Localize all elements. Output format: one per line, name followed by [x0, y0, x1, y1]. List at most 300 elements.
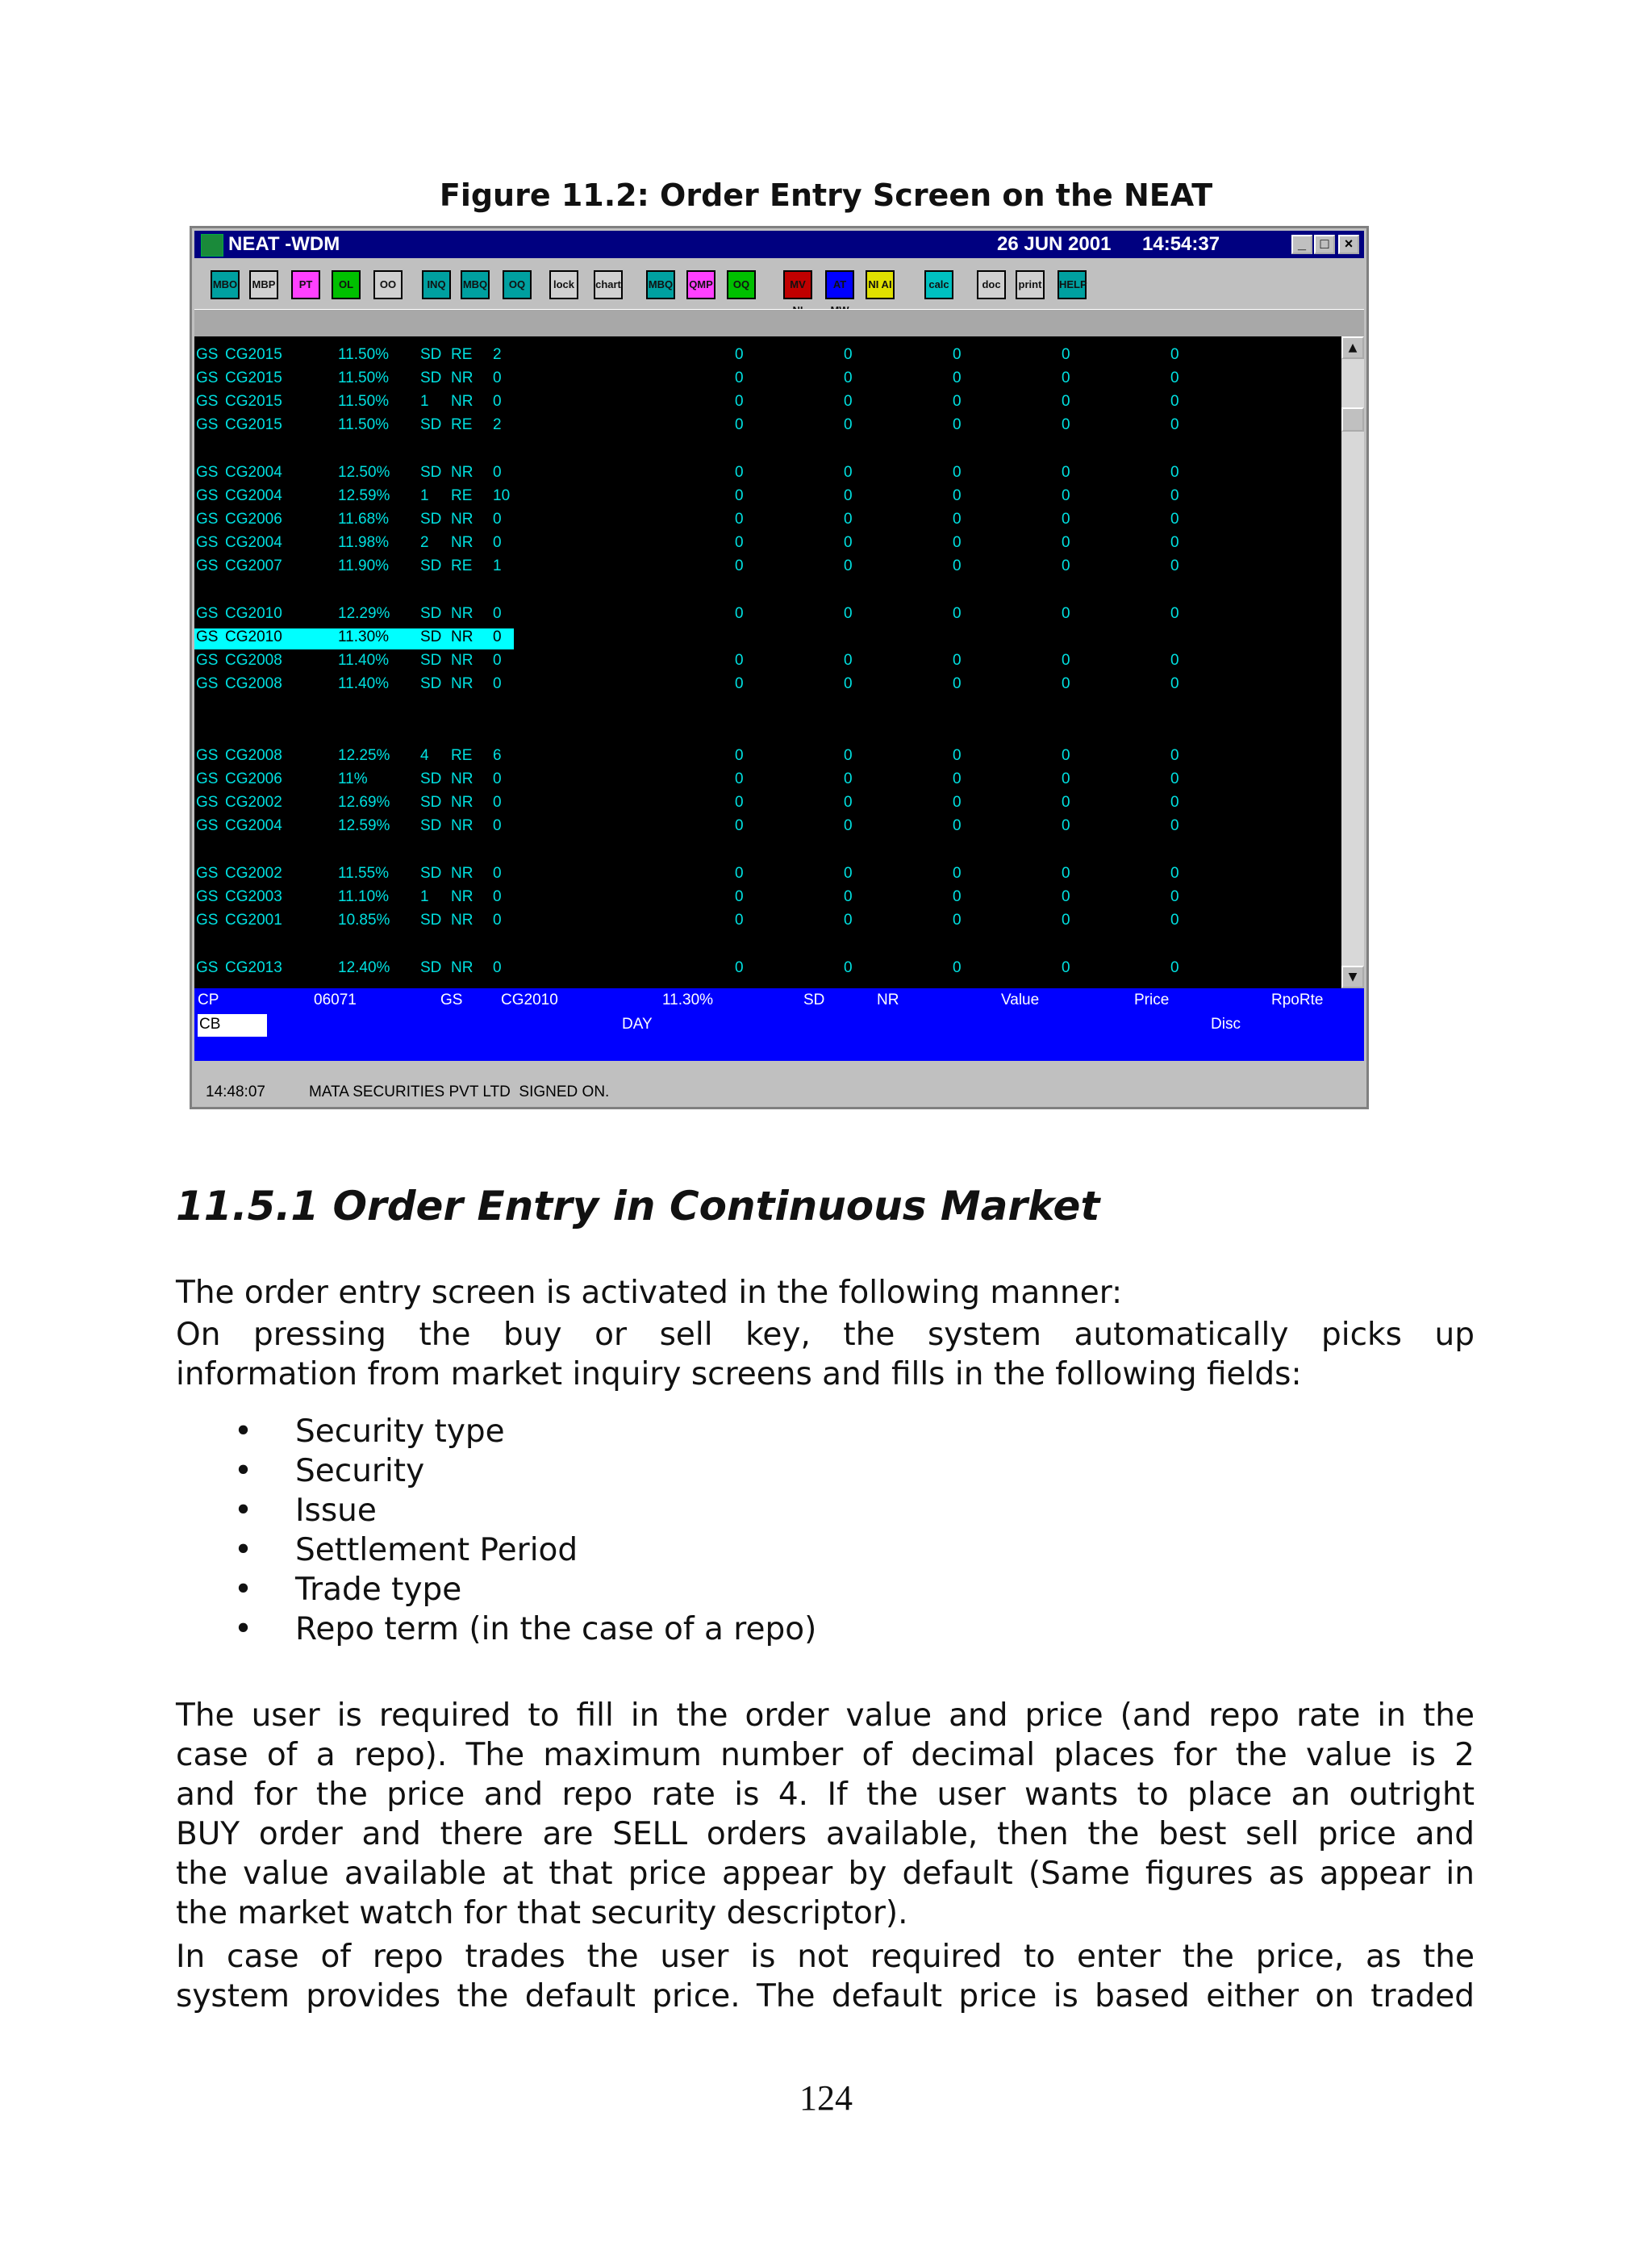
cell-value-4: 0	[1062, 817, 1070, 834]
cell-rate: 12.69%	[338, 794, 390, 811]
cell-type: GS	[196, 959, 219, 976]
para2-line: and for the price and repo rate is 4. If the user wants to place an outright	[176, 1776, 1475, 1813]
cell-value-2: 0	[844, 959, 853, 976]
toolbar-button-at-mw[interactable]: AT	[825, 270, 854, 299]
table-row[interactable]	[194, 865, 1341, 887]
cell-t: NR	[451, 464, 473, 481]
cell-n: 0	[493, 817, 502, 834]
cell-value-4: 0	[1062, 959, 1070, 976]
cell-value-1: 0	[735, 416, 744, 433]
account-code: 06071	[314, 992, 357, 1008]
toolbar-button-ni-ai[interactable]: NI AI	[866, 270, 895, 299]
figure-title: Figure 11.2: Order Entry Screen on the NEAT	[439, 177, 1213, 213]
cell-n: 0	[493, 675, 502, 692]
cell-value-5: 0	[1170, 959, 1179, 976]
cell-rate: 12.50%	[338, 464, 390, 481]
cell-value-2: 0	[844, 747, 853, 764]
cell-type: GS	[196, 865, 219, 882]
table-row[interactable]	[194, 487, 1341, 510]
toolbar-button-mbq[interactable]: MBQ	[646, 270, 675, 299]
price-label: Price	[1134, 992, 1170, 1008]
bullet-icon: •	[234, 1572, 253, 1608]
cell-type: GS	[196, 652, 219, 669]
close-button[interactable]: ×	[1338, 235, 1359, 254]
cell-value-2: 0	[844, 628, 853, 645]
cell-n: 0	[493, 888, 502, 905]
cell-value-2: 0	[844, 416, 853, 433]
cell-sec: CG2004	[225, 534, 282, 551]
cell-value-2: 0	[844, 675, 853, 692]
order-rate: 11.30%	[662, 992, 714, 1008]
cell-type: GS	[196, 487, 219, 504]
toolbar-button-lock[interactable]: lock	[549, 270, 578, 299]
table-row[interactable]	[194, 346, 1341, 369]
cell-value-2: 0	[844, 888, 853, 905]
para2-line: case of a repo). The maximum number of decimal places for the value is 2	[176, 1737, 1475, 1773]
cell-value-1: 0	[735, 534, 744, 551]
cell-t: RE	[451, 557, 473, 574]
window-title: NEAT -WDM	[228, 233, 340, 255]
field-list	[234, 1412, 816, 1649]
toolbar-button-mbq[interactable]: MBQ	[461, 270, 490, 299]
app-icon	[201, 234, 223, 257]
cell-s: SD	[420, 628, 442, 645]
cell-value-4: 0	[1062, 464, 1070, 481]
cell-n: 2	[493, 346, 502, 363]
cell-value-4: 0	[1062, 534, 1070, 551]
cell-n: 0	[493, 369, 502, 386]
cell-rate: 11.55%	[338, 865, 390, 882]
cell-value-4: 0	[1062, 416, 1070, 433]
cell-value-5: 0	[1170, 817, 1179, 834]
cell-value-1: 0	[735, 393, 744, 410]
cell-sec: CG2004	[225, 464, 282, 481]
toolbar-button-mv-ni[interactable]: MV	[783, 270, 812, 299]
cell-value-3: 0	[953, 912, 962, 929]
list-item	[234, 1412, 816, 1451]
cell-value-3: 0	[953, 487, 962, 504]
cell-value-3: 0	[953, 534, 962, 551]
cell-s: SD	[420, 675, 442, 692]
cell-value-1: 0	[735, 794, 744, 811]
status-time: 14:48:07	[206, 1083, 265, 1100]
toolbar-button-oo[interactable]: OO	[373, 270, 403, 299]
section-heading: 11.5.1 Order Entry in Continuous Market	[176, 1183, 1100, 1230]
cell-value-5: 0	[1170, 794, 1179, 811]
cell-value-5: 0	[1170, 393, 1179, 410]
table-row[interactable]	[194, 557, 1341, 580]
cell-t: RE	[451, 416, 473, 433]
table-row[interactable]	[194, 770, 1341, 793]
cell-rate: 11.68%	[338, 511, 390, 528]
cell-n: 0	[493, 628, 502, 645]
cell-type: GS	[196, 628, 219, 645]
cell-sec: CG2010	[225, 628, 282, 645]
cell-value-3: 0	[953, 794, 962, 811]
cell-sec: CG2001	[225, 912, 282, 929]
cell-value-5: 0	[1170, 912, 1179, 929]
scroll-down-arrow-icon[interactable]: ▼	[1341, 966, 1364, 988]
cell-s: SD	[420, 652, 442, 669]
toolbar-button-help[interactable]: HELP	[1058, 270, 1087, 299]
table-row[interactable]	[194, 959, 1341, 982]
cell-n: 6	[493, 747, 502, 764]
cell-n: 0	[493, 770, 502, 787]
cell-s: SD	[420, 369, 442, 386]
cell-t: RE	[451, 346, 473, 363]
cell-rate: 11.50%	[338, 346, 390, 363]
cell-rate: 12.40%	[338, 959, 390, 976]
cell-t: NR	[451, 628, 473, 645]
table-row[interactable]	[194, 369, 1341, 392]
toolbar-button-pt[interactable]: PT	[291, 270, 320, 299]
cell-sec: CG2008	[225, 675, 282, 692]
order-trade-type: NR	[877, 992, 899, 1008]
cell-sec: CG2002	[225, 794, 282, 811]
cell-value-4: 0	[1062, 747, 1070, 764]
cell-rate: 11.50%	[338, 416, 390, 433]
cell-value-2: 0	[844, 652, 853, 669]
para1-line1: On pressing the buy or sell key, the system automatically picks up	[176, 1317, 1475, 1353]
cell-sec: CG2007	[225, 557, 282, 574]
cell-value-3: 0	[953, 888, 962, 905]
cell-value-5: 0	[1170, 675, 1179, 692]
cell-value-2: 0	[844, 865, 853, 882]
list-item-text: Issue	[295, 1493, 377, 1529]
cell-type: GS	[196, 511, 219, 528]
title-bar[interactable]	[194, 231, 1364, 258]
table-row[interactable]	[194, 652, 1341, 674]
cell-type: GS	[196, 675, 219, 692]
cell-s: SD	[420, 794, 442, 811]
cell-value-5: 0	[1170, 346, 1179, 363]
para2-line: The user is required to fill in the order value and price (and repo rate in the	[176, 1697, 1475, 1734]
cell-value-1: 0	[735, 369, 744, 386]
toolbar-button-qmp[interactable]: QMP	[686, 270, 715, 299]
table-row[interactable]	[194, 605, 1341, 628]
cell-value-3: 0	[953, 865, 962, 882]
table-row[interactable]	[194, 912, 1341, 934]
cell-type: GS	[196, 747, 219, 764]
toolbar-button-mbo[interactable]: MBO	[211, 270, 240, 299]
table-row[interactable]	[194, 675, 1341, 698]
cell-value-2: 0	[844, 912, 853, 929]
cell-value-1: 0	[735, 346, 744, 363]
cell-value-4: 0	[1062, 511, 1070, 528]
para2-line: the value available at that price appear by default (Same figures as appear in	[176, 1856, 1475, 1892]
cell-value-3: 0	[953, 416, 962, 433]
cell-value-3: 0	[953, 464, 962, 481]
cell-value-2: 0	[844, 557, 853, 574]
cell-value-2: 0	[844, 346, 853, 363]
cell-value-3: 0	[953, 369, 962, 386]
list-item-text: Security type	[295, 1413, 505, 1450]
cell-value-5: 0	[1170, 464, 1179, 481]
cell-value-4: 0	[1062, 346, 1070, 363]
list-item-text: Trade type	[295, 1572, 462, 1608]
list-item	[234, 1451, 816, 1491]
cell-n: 0	[493, 652, 502, 669]
cell-n: 0	[493, 464, 502, 481]
cell-rate: 11.50%	[338, 393, 390, 410]
cell-n: 10	[493, 487, 511, 504]
cell-value-2: 0	[844, 487, 853, 504]
table-row[interactable]	[194, 393, 1341, 415]
cell-value-1: 0	[735, 959, 744, 976]
bullet-icon: •	[234, 1453, 253, 1489]
cell-s: SD	[420, 865, 442, 882]
intro-line: The order entry screen is activated in the following manner:	[176, 1275, 1123, 1311]
cell-s: 4	[420, 747, 429, 764]
cell-sec: CG2015	[225, 369, 282, 386]
table-row[interactable]	[194, 888, 1341, 911]
cell-value-2: 0	[844, 817, 853, 834]
cell-rate: 11%	[338, 770, 368, 787]
cell-rate: 11.10%	[338, 888, 390, 905]
table-row[interactable]	[194, 747, 1341, 770]
cell-s: SD	[420, 817, 442, 834]
neat-window	[190, 226, 1369, 1109]
toolbar-separator-strip	[194, 309, 1364, 337]
cell-value-1: 0	[735, 487, 744, 504]
cell-t: NR	[451, 794, 473, 811]
list-item-text: Security	[295, 1453, 425, 1489]
cell-value-5: 0	[1170, 865, 1179, 882]
cell-value-5: 0	[1170, 416, 1179, 433]
cell-t: NR	[451, 817, 473, 834]
table-row[interactable]	[194, 511, 1341, 533]
cell-t: NR	[451, 912, 473, 929]
cell-value-5: 0	[1170, 369, 1179, 386]
disc-label: Disc	[1211, 1016, 1241, 1033]
cell-t: NR	[451, 652, 473, 669]
cell-value-1: 0	[735, 888, 744, 905]
scroll-thumb[interactable]	[1341, 407, 1364, 432]
cell-value-4: 0	[1062, 557, 1070, 574]
cell-value-3: 0	[953, 628, 962, 645]
table-row[interactable]	[194, 464, 1341, 486]
toolbar-button-oq[interactable]: OQ	[503, 270, 532, 299]
toolbar-button-print[interactable]: print	[1016, 270, 1045, 299]
vertical-scrollbar[interactable]	[1341, 336, 1364, 988]
para1-line2: information from market inquiry screens and fills in the following fields:	[176, 1356, 1302, 1392]
cell-sec: CG2015	[225, 416, 282, 433]
table-row[interactable]	[194, 794, 1341, 816]
cell-value-1: 0	[735, 511, 744, 528]
cell-s: 2	[420, 534, 429, 551]
cell-type: GS	[196, 912, 219, 929]
cell-value-2: 0	[844, 393, 853, 410]
toolbar-button-doc[interactable]: doc	[977, 270, 1006, 299]
cell-type: GS	[196, 346, 219, 363]
cell-sec: CG2002	[225, 865, 282, 882]
cell-value-3: 0	[953, 346, 962, 363]
cell-value-1: 0	[735, 817, 744, 834]
cell-sec: CG2006	[225, 511, 282, 528]
page-number: 124	[799, 2078, 853, 2118]
cell-t: NR	[451, 770, 473, 787]
order-security: CG2010	[501, 992, 558, 1008]
table-row[interactable]	[194, 416, 1341, 439]
cell-s: 1	[420, 393, 429, 410]
list-item	[234, 1609, 816, 1649]
cell-value-2: 0	[844, 511, 853, 528]
cell-value-4: 0	[1062, 393, 1070, 410]
bullet-icon: •	[234, 1611, 253, 1647]
cell-sec: CG2008	[225, 652, 282, 669]
cell-value-2: 0	[844, 534, 853, 551]
cell-sec: CG2013	[225, 959, 282, 976]
cell-sec: CG2004	[225, 817, 282, 834]
cell-t: NR	[451, 675, 473, 692]
para2-line: the market watch for that security descriptor).	[176, 1895, 908, 1931]
cell-n: 0	[493, 393, 502, 410]
market-watch-grid[interactable]	[194, 336, 1341, 988]
cell-value-4: 0	[1062, 912, 1070, 929]
cell-s: SD	[420, 959, 442, 976]
cell-t: NR	[451, 865, 473, 882]
cell-value-4: 0	[1062, 628, 1070, 645]
cell-value-3: 0	[953, 605, 962, 622]
cell-value-5: 0	[1170, 628, 1179, 645]
repo-rate-label: RpoRte	[1271, 992, 1324, 1008]
cell-rate: 11.40%	[338, 675, 390, 692]
list-item	[234, 1491, 816, 1530]
cell-value-4: 0	[1062, 652, 1070, 669]
cell-rate: 11.40%	[338, 652, 390, 669]
cell-t: RE	[451, 487, 473, 504]
cell-value-1: 0	[735, 557, 744, 574]
toolbar-button-oq[interactable]: OQ	[727, 270, 756, 299]
cell-value-2: 0	[844, 605, 853, 622]
cell-value-4: 0	[1062, 605, 1070, 622]
cell-rate: 11.50%	[338, 369, 390, 386]
cell-type: GS	[196, 464, 219, 481]
cell-value-1: 0	[735, 770, 744, 787]
cell-s: SD	[420, 416, 442, 433]
table-row[interactable]	[194, 628, 1341, 651]
bullet-icon: •	[234, 1493, 253, 1529]
cell-type: GS	[196, 393, 219, 410]
cell-value-1: 0	[735, 652, 744, 669]
cell-type: GS	[196, 888, 219, 905]
cell-value-1: 0	[735, 605, 744, 622]
cell-value-3: 0	[953, 817, 962, 834]
window-time: 14:54:37	[1142, 233, 1220, 255]
cell-n: 0	[493, 865, 502, 882]
cell-value-3: 0	[953, 652, 962, 669]
cell-s: SD	[420, 605, 442, 622]
cell-value-4: 0	[1062, 888, 1070, 905]
scroll-up-arrow-icon[interactable]: ▲	[1341, 336, 1364, 359]
cell-s: 1	[420, 888, 429, 905]
cell-s: SD	[420, 770, 442, 787]
toolbar-button-chart[interactable]: chart	[594, 270, 623, 299]
cell-rate: 10.85%	[338, 912, 390, 929]
cell-n: 0	[493, 794, 502, 811]
cell-value-3: 0	[953, 393, 962, 410]
list-item-text: Repo term (in the case of a repo)	[295, 1611, 817, 1647]
cell-value-2: 0	[844, 464, 853, 481]
table-row[interactable]	[194, 817, 1341, 840]
cell-value-2: 0	[844, 369, 853, 386]
cell-sec: CG2008	[225, 747, 282, 764]
para3-line: In case of repo trades the user is not required to enter the price, as the	[176, 1939, 1475, 1975]
cell-type: GS	[196, 605, 219, 622]
cell-value-5: 0	[1170, 747, 1179, 764]
cell-s: 1	[420, 487, 429, 504]
cell-type: GS	[196, 369, 219, 386]
cell-type: GS	[196, 770, 219, 787]
cell-n: 0	[493, 534, 502, 551]
toolbar-button-ol[interactable]: OL	[332, 270, 361, 299]
cell-value-1: 0	[735, 464, 744, 481]
minimize-button[interactable]: _	[1291, 235, 1312, 254]
cell-value-3: 0	[953, 557, 962, 574]
cell-value-3: 0	[953, 511, 962, 528]
bullet-icon: •	[234, 1532, 253, 1568]
cell-value-4: 0	[1062, 369, 1070, 386]
cell-sec: CG2015	[225, 393, 282, 410]
cell-value-3: 0	[953, 959, 962, 976]
cell-sec: CG2006	[225, 770, 282, 787]
status-message: MATA SECURITIES PVT LTD SIGNED ON.	[309, 1083, 610, 1100]
cp-label: CP	[198, 992, 219, 1008]
table-row[interactable]	[194, 534, 1341, 557]
cell-value-5: 0	[1170, 888, 1179, 905]
cell-value-5: 0	[1170, 557, 1179, 574]
toolbar-button-inq[interactable]: INQ	[422, 270, 451, 299]
status-bar	[194, 1061, 1364, 1104]
cell-value-4: 0	[1062, 865, 1070, 882]
cell-sec: CG2004	[225, 487, 282, 504]
cell-value-4: 0	[1062, 770, 1070, 787]
cell-s: SD	[420, 346, 442, 363]
cell-type: GS	[196, 557, 219, 574]
cell-t: NR	[451, 888, 473, 905]
cell-s: SD	[420, 912, 442, 929]
cell-t: NR	[451, 369, 473, 386]
cell-n: 0	[493, 959, 502, 976]
order-security-type: GS	[440, 992, 463, 1008]
bullet-icon: •	[234, 1413, 253, 1450]
cell-sec: CG2015	[225, 346, 282, 363]
cell-value-5: 0	[1170, 534, 1179, 551]
toolbar-button-mbp[interactable]: MBP	[249, 270, 278, 299]
window-date: 26 JUN 2001	[997, 233, 1112, 255]
cell-value-5: 0	[1170, 487, 1179, 504]
maximize-button[interactable]: □	[1314, 235, 1335, 254]
cell-rate: 12.25%	[338, 747, 390, 764]
cell-t: NR	[451, 393, 473, 410]
toolbar-button-calc[interactable]: calc	[924, 270, 953, 299]
cell-value-1: 0	[735, 865, 744, 882]
cell-type: GS	[196, 817, 219, 834]
cell-n: 0	[493, 912, 502, 929]
cell-rate: 11.90%	[338, 557, 390, 574]
order-input-field[interactable]: CB	[198, 1014, 267, 1037]
order-entry-panel	[194, 988, 1364, 1061]
list-item	[234, 1570, 816, 1609]
cell-rate: 12.59%	[338, 487, 390, 504]
cell-value-5: 0	[1170, 652, 1179, 669]
cell-t: NR	[451, 605, 473, 622]
cell-t: RE	[451, 747, 473, 764]
cell-type: GS	[196, 534, 219, 551]
cell-sec: CG2010	[225, 605, 282, 622]
cell-s: SD	[420, 511, 442, 528]
cell-value-4: 0	[1062, 675, 1070, 692]
